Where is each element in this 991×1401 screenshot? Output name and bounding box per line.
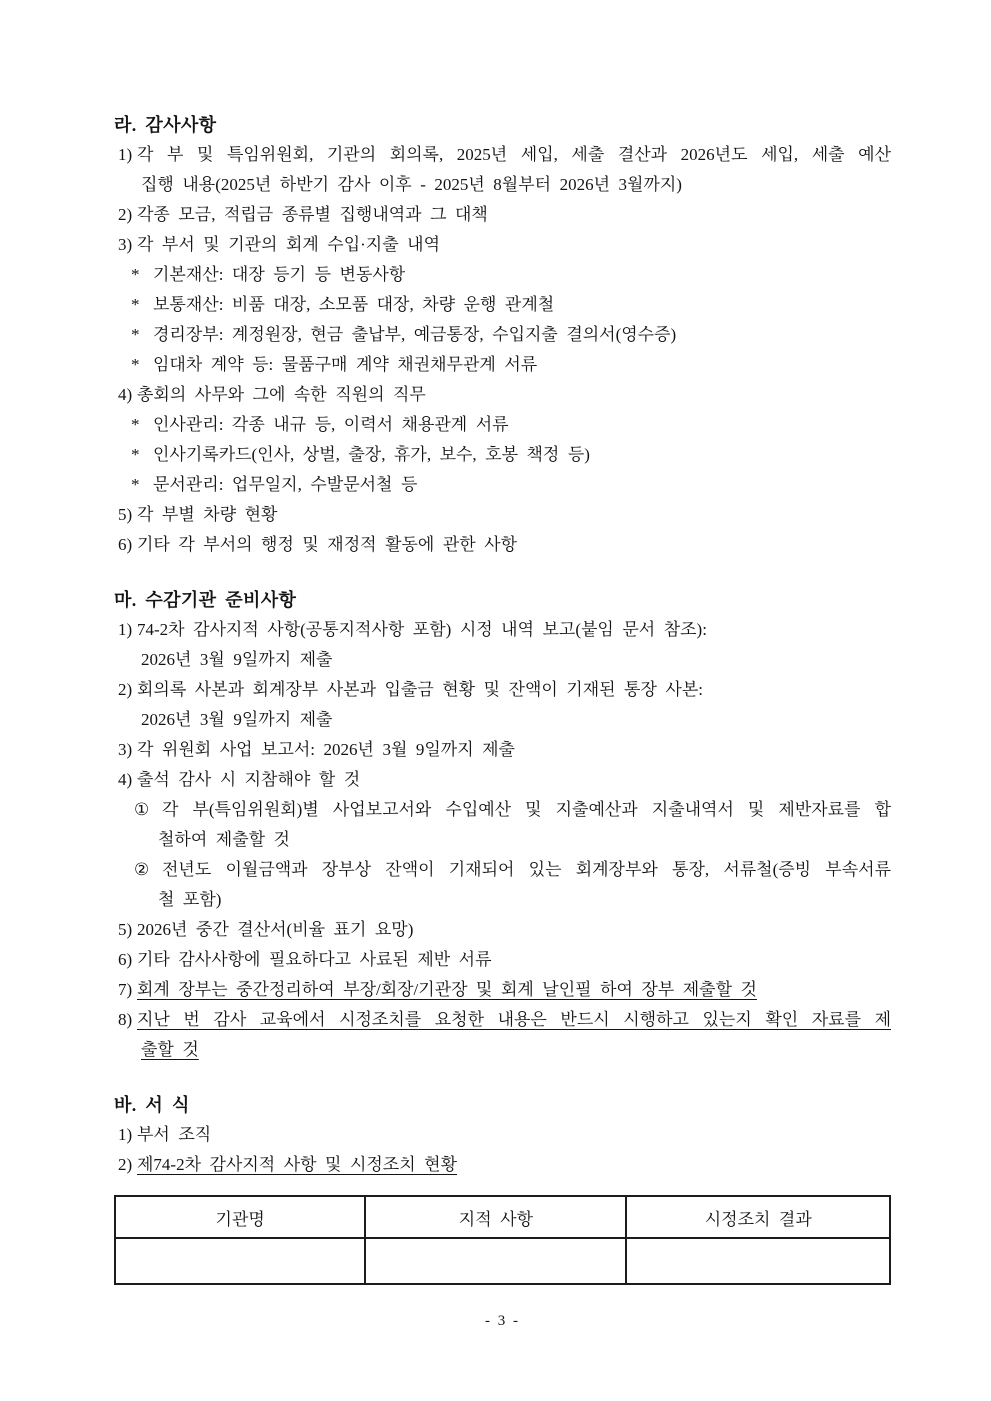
line-marker: 2): [118, 1155, 133, 1174]
document-line: [114, 765, 891, 795]
line-text: 기본재산: 대장 등기 등 변동사항: [153, 265, 406, 284]
document-line: [114, 1005, 891, 1035]
line-text: 부서 조직: [137, 1125, 212, 1144]
line-text: 지난 번 감사 교육에서 시정조치를 요청한 내용은 반드시 시행하고 있는지 확인 자료를 제: [137, 1010, 891, 1029]
table-cell-agency-name: [115, 1238, 365, 1284]
document-line: [114, 645, 891, 675]
line-marker: *: [131, 295, 140, 314]
line-text: 각 부 및 특임위원회, 기관의 회의록, 2025년 세입, 세출 결산과 2026년도 세입, 세출 예산: [137, 145, 891, 164]
line-marker: 8): [118, 1010, 133, 1029]
line-text: 문서관리: 업무일지, 수발문서철 등: [153, 475, 418, 494]
document-line: [114, 705, 891, 735]
table-header-agency-name: 기관명: [115, 1196, 365, 1238]
line-marker: 1): [118, 145, 133, 164]
line-text: 74-2차 감사지적 사항(공통지적사항 포함) 시정 내역 보고(붙임 문서 참조):: [137, 620, 707, 639]
line-text: 2026년 3월 9일까지 제출: [141, 650, 333, 669]
document-line: [114, 795, 891, 825]
table-row: [115, 1238, 890, 1284]
line-marker: 5): [118, 920, 133, 939]
line-marker: 6): [118, 535, 133, 554]
line-text: 철하여 제출할 것: [158, 830, 290, 849]
line-text: 제74-2차 감사지적 사항 및 시정조치 현황: [137, 1155, 457, 1174]
line-marker: *: [131, 325, 140, 344]
section-heading: 바. 서 식: [114, 1095, 190, 1115]
document-line: [114, 200, 891, 230]
line-text: 각종 모금, 적립금 종류별 집행내역과 그 대책: [137, 205, 488, 224]
line-marker: ②: [134, 860, 150, 879]
correction-status-table: [114, 1195, 891, 1285]
line-text: 집행 내용(2025년 하반기 감사 이후 - 2025년 8월부터 2026년 3월까지): [141, 175, 682, 194]
document-line: [114, 1035, 891, 1065]
section-heading: 라. 감사사항: [114, 115, 217, 135]
table-header-correction-result: 시정조치 결과: [626, 1196, 890, 1238]
document-line: [114, 320, 891, 350]
line-marker: 2): [118, 680, 133, 699]
line-text: 인사기록카드(인사, 상벌, 출장, 휴가, 보수, 호봉 책정 등): [153, 445, 590, 464]
line-text: 경리장부: 계정원장, 현금 출납부, 예금통장, 수입지출 결의서(영수증): [153, 325, 677, 344]
line-text: 총회의 사무와 그에 속한 직원의 직무: [137, 385, 426, 404]
line-text: 철 포함): [158, 890, 222, 909]
line-text: 보통재산: 비품 대장, 소모품 대장, 차량 운행 관계철: [153, 295, 555, 314]
line-marker: ①: [134, 800, 150, 819]
table-header-findings: 지적 사항: [365, 1196, 626, 1238]
line-text: 각 위원회 사업 보고서: 2026년 3월 9일까지 제출: [137, 740, 515, 759]
document-body: [114, 110, 891, 1180]
line-marker: *: [131, 265, 140, 284]
line-text: 인사관리: 각종 내규 등, 이력서 채용관계 서류: [153, 415, 509, 434]
document-line: [114, 410, 891, 440]
document-line: [114, 290, 891, 320]
document-line: [114, 675, 891, 705]
line-text: 2026년 중간 결산서(비율 표기 요망): [137, 920, 414, 939]
document-section: [114, 585, 891, 1065]
document-line: [114, 975, 891, 1005]
document-line: [114, 380, 891, 410]
line-marker: 3): [118, 235, 133, 254]
document-line: [114, 735, 891, 765]
line-marker: 1): [118, 620, 133, 639]
line-marker: *: [131, 415, 140, 434]
document-line: [114, 915, 891, 945]
line-marker: 7): [118, 980, 133, 999]
document-line: [114, 615, 891, 645]
document-line: [114, 855, 891, 885]
line-text: 임대차 계약 등: 물품구매 계약 채권채무관계 서류: [153, 355, 538, 374]
document-line: [114, 1120, 891, 1150]
line-text: 2026년 3월 9일까지 제출: [141, 710, 333, 729]
line-text: 각 부서 및 기관의 회계 수입·지출 내역: [137, 235, 440, 254]
document-line: [114, 140, 891, 170]
document-line: [114, 500, 891, 530]
line-marker: *: [131, 355, 140, 374]
line-marker: 4): [118, 770, 133, 789]
document-line: [114, 350, 891, 380]
document-section: [114, 1090, 891, 1180]
document-line: [114, 260, 891, 290]
table-header-row: [115, 1196, 890, 1238]
table-cell-findings: [365, 1238, 626, 1284]
page-number: - 3 -: [485, 1313, 520, 1329]
section-heading: 마. 수감기관 준비사항: [114, 590, 297, 610]
line-marker: 1): [118, 1125, 133, 1144]
document-line: [114, 530, 891, 560]
line-marker: *: [131, 475, 140, 494]
line-text: 회의록 사본과 회계장부 사본과 입출금 현황 및 잔액이 기재된 통장 사본:: [137, 680, 703, 699]
line-marker: 2): [118, 205, 133, 224]
line-marker: 6): [118, 950, 133, 969]
line-text: 전년도 이월금액과 장부상 잔액이 기재되어 있는 회계장부와 통장, 서류철(증빙 부속서류: [162, 860, 891, 879]
line-marker: 5): [118, 505, 133, 524]
line-text: 출석 감사 시 지참해야 할 것: [137, 770, 361, 789]
table-cell-correction-result: [626, 1238, 890, 1284]
line-text: 기타 각 부서의 행정 및 재정적 활동에 관한 사항: [137, 535, 518, 554]
document-line: [114, 825, 891, 855]
document-line: [114, 1150, 891, 1180]
document-line: [114, 170, 891, 200]
document-line: [114, 230, 891, 260]
line-marker: 3): [118, 740, 133, 759]
line-text: 기타 감사사항에 필요하다고 사료된 제반 서류: [137, 950, 492, 969]
line-marker: *: [131, 445, 140, 464]
document-line: [114, 440, 891, 470]
line-text: 출할 것: [141, 1040, 199, 1059]
line-text: 각 부(특임위원회)별 사업보고서와 수입예산 및 지출예산과 지출내역서 및 제반자료를 합: [162, 800, 891, 819]
line-text: 각 부별 차량 현황: [137, 505, 278, 524]
line-marker: 4): [118, 385, 133, 404]
line-text: 회계 장부는 중간정리하여 부장/회장/기관장 및 회계 날인필 하여 장부 제출할 것: [137, 980, 757, 999]
document-line: [114, 470, 891, 500]
document-line: [114, 945, 891, 975]
document-line: [114, 885, 891, 915]
document-section: [114, 110, 891, 560]
